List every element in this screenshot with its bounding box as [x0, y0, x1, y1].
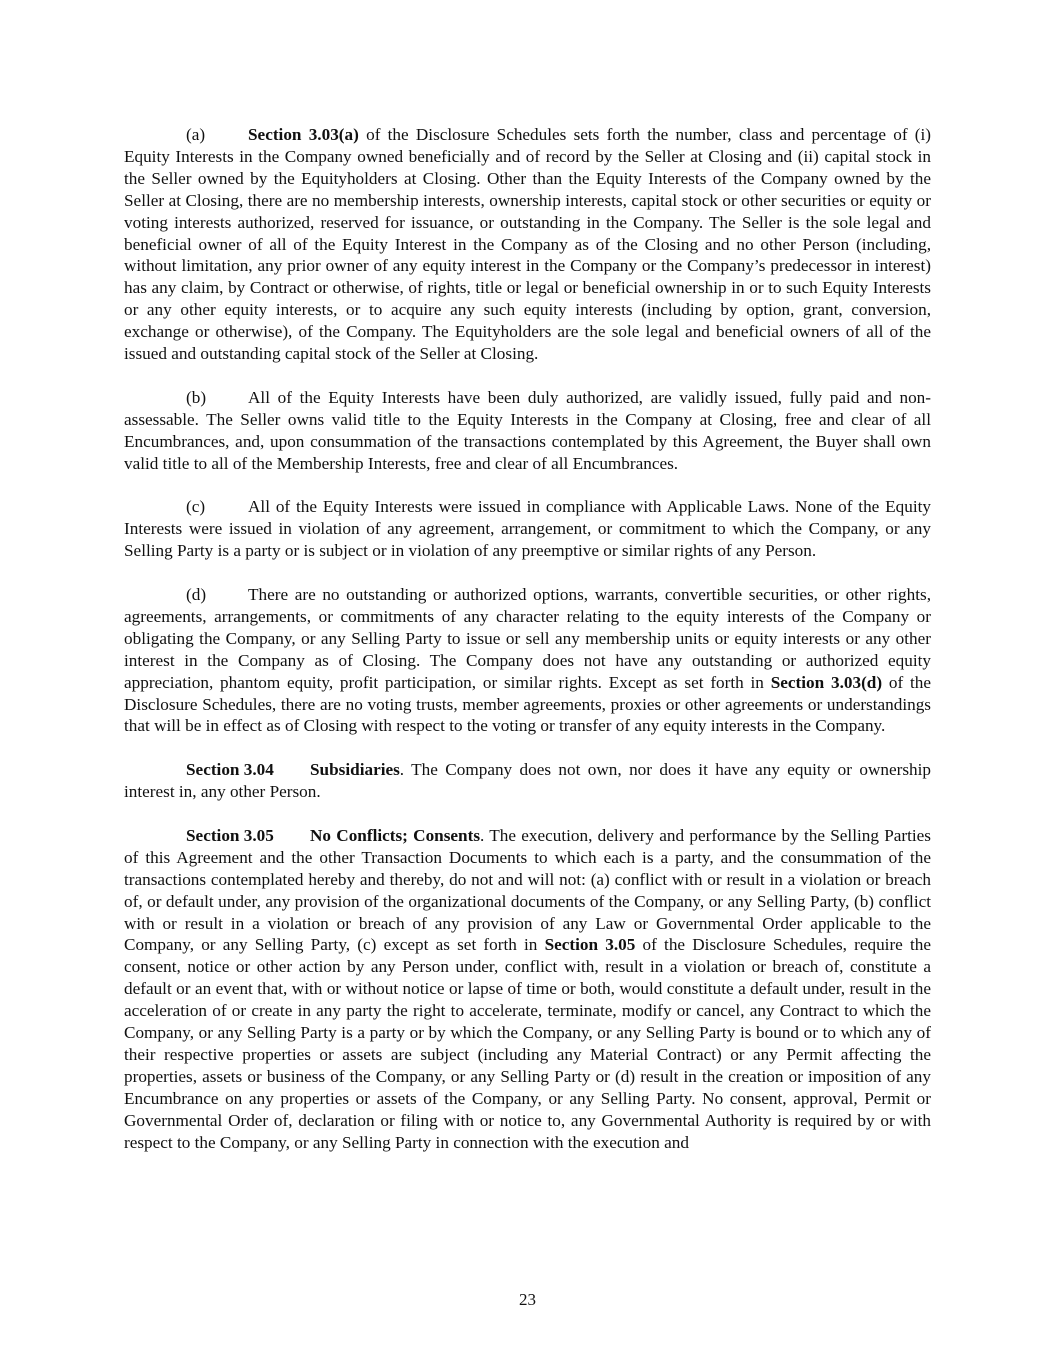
section-title: Subsidiaries — [310, 760, 400, 780]
section-text: . The execution, delivery and performance by the Selling Parties of this Agreement and the other Transaction Documents to which each is a party, and the consummation of the transactions contemplated hereby and thereby, do not and will not: (a) conflict with or result in a violation or breach of, or default under, any provision of the organizational documents of the Company, or any Selling Party, (b) conflict with or result in a violation or breach of any provision of any Law or Governmental Order applicable to the Company, or any Selling Party, (c) except as set forth in — [124, 825, 931, 955]
paragraph-label: (a) — [186, 125, 206, 144]
section-number: Section 3.05 — [186, 825, 274, 845]
section-number: Section 3.04 — [186, 760, 274, 780]
paragraph-b — [124, 387, 931, 475]
paragraph-label: (b) — [186, 387, 207, 407]
section-3-04 — [124, 759, 931, 803]
paragraph-a — [124, 124, 931, 365]
section-reference: Section 3.03(d) — [770, 672, 883, 692]
section-text: . The Company does not own, nor does it have any equity or ownership interest in, any other Person. — [124, 760, 931, 802]
paragraph-text: There are no outstanding or authorized options, warrants, convertible securities, or other rights, agreements, arrangements, or commitments of any character relating to the equity interests of the Company or obligating the Company, or any Selling Party to issue or sell any membership units or equity interests or any other interest in the Company as of Closing. The Company does not have any outstanding or authorized equity appreciation, phantom equity, profit participation, or similar rights. Except as set forth in — [124, 584, 931, 692]
paragraph-text: All of the Equity Interests have been duly authorized, are validly issued, fully paid and non-assessable. The Seller owns valid title to the Equity Interests in the Company at Closing, free and clear of all Encumbrances, and, upon consummation of the transactions contemplated by this Agreement, the Buyer shall own valid title to all of the Membership Interests, free and clear of all Encumbrances. — [124, 387, 931, 473]
section-reference: Section 3.03(a) — [248, 125, 359, 144]
paragraph-text: of the Disclosure Schedules, there are no voting trusts, member agreements, proxies or other agreements or understandings that will be in effect as of Closing with respect to the voting or transfer of any equity interests in the Company. — [124, 672, 932, 736]
paragraph-c — [124, 496, 931, 562]
section-title: No Conflicts; Consents — [310, 825, 481, 845]
paragraph-text: All of the Equity Interests were issued in compliance with Applicable Laws. None of the Equity Interests were issued in violation of any agreement, arrangement, or commitment to which the Company, or any Selling Party is a party or is subject or in violation of any preemptive or similar rights of any Person. — [124, 497, 931, 561]
paragraph-label: (d) — [186, 584, 207, 604]
paragraph-d — [124, 584, 931, 737]
section-reference: Section 3.05 — [544, 935, 636, 955]
paragraph-label: (c) — [186, 497, 206, 517]
section-text: of the Disclosure Schedules, require the consent, notice or other action by any Person under, conflict with, result in a violation or breach of, constitute a default or an event that, with or without notice or lapse of time or both, would constitute a default under, result in the acceleration of or create in any party the right to accelerate, terminate, modify or cancel, any Contract to which the Company, or any Selling Party is a party or by which the Company, or any Selling Party is bound or to which any of their respective properties or assets are subject (including any Material Contract) or any Permit affecting the properties, assets or business of the Company, or any Selling Party or (d) result in the creation or imposition of any Encumbrance on any properties or assets of the Company, or any Selling Party. No consent, approval, Permit or Governmental Order of, declaration or filing with or notice to, any Governmental Authority is required by or with respect to the Company, or any Selling Party in connection with the execution and — [124, 935, 932, 1152]
document-page — [124, 124, 931, 1175]
section-3-05 — [124, 825, 931, 1154]
paragraph-text: of the Disclosure Schedules sets forth the number, class and percentage of (i) Equity Interests in the Company owned beneficially and of record by the Seller at Closing and (ii) capital stock in the Seller owned by the Equityholders at Closing. Other than the Equity Interests of the Company owned by the Seller at Closing, there are no membership interests, ownership interests, capital stock or other securities or equity or voting interests authorized, reserved for issuance, or outstanding in the Company. The Seller is the sole legal and beneficial owner of all of the Equity Interest in the Company as of the Closing and no other Person (including, without limitation, any prior owner of any equity interest in the Company or the Company’s predecessor in interest) has any claim, by Contract or otherwise, of rights, title or legal or beneficial ownership in or to such Equity Interests or any other equity interests, or to acquire any such equity interests (including by option, grant, conversion, exchange or otherwise), of the Company. The Equityholders are the sole legal and beneficial owners of all of the issued and outstanding capital stock of the Seller at Closing. — [124, 125, 932, 364]
page-number: 23 — [519, 1290, 536, 1309]
